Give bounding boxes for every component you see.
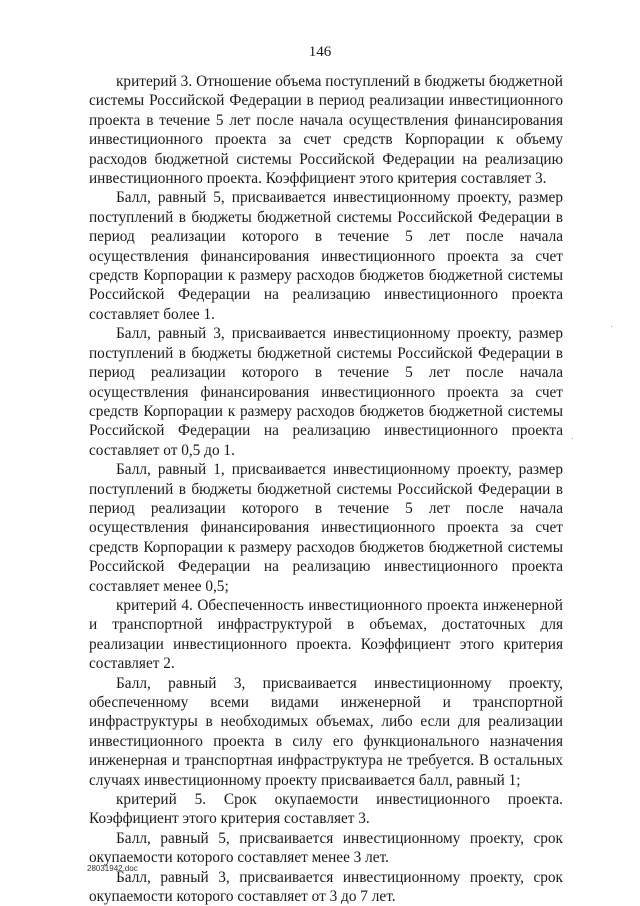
scan-speck: [572, 438, 573, 439]
paragraph-criterion-3-score-1: Балл, равный 1, присваивается инвестиционному проекту, размер поступлений в бюджеты бюджетной системы Российской Федерации в период реализации которого в течение 5 лет после начала осуществления финансирования инвестиционного проекта за счет средств Корпорации к размеру расходов бюджетов бюджетной системы Российской Федерации на реализацию инвестиционного проекта составляет менее 0,5;: [89, 461, 563, 595]
paragraph-criterion-3-score-3: Балл, равный 3, присваивается инвестиционному проекту, размер поступлений в бюджеты бюджетной системы Российской Федерации в период реализации которого в течение 5 лет после начала осуществления финансирования инвестиционного проекта за счет средств Корпорации к размеру расходов бюджетов бюджетной системы Российской Федерации на реализацию инвестиционного проекта составляет от 0,5 до 1.: [89, 325, 563, 459]
paragraph-criterion-3: критерий 3. Отношение объема поступлений в бюджеты бюджетной системы Российской Федерации в период реализации инвестиционного проекта в течение 5 лет после начала осуществления финансирования инвестиционного проекта за счет средств Корпорации к объему расходов бюджетной системы Российской Федерации на реализацию инвестиционного проекта. Коэффициент этого критерия составляет 3.: [89, 73, 563, 188]
file-name-footer: 28031942.doc: [87, 864, 138, 873]
paragraph-criterion-3-score-5: Балл, равный 5, присваивается инвестиционному проекту, размер поступлений в бюджеты бюджетной системы Российской Федерации в период реализации которого в течение 5 лет после начала осуществления финансирования инвестиционного проекта за счет средств Корпорации к размеру расходов бюджетов бюджетной системы Российской Федерации на реализацию инвестиционного проекта составляет более 1.: [89, 189, 563, 323]
page-number: 146: [308, 44, 332, 60]
scan-speck: [611, 326, 612, 327]
paragraph-criterion-4-score-3: Балл, равный 3, присваивается инвестиционному проекту, обеспеченному всеми видами инженерной и транспортной инфраструктуры в необходимых объемах, либо если для реализации инвестиционного проекта в силу его функционального назначения инженерная и транспортная инфраструктура не требуется. В остальных случаях инвестиционному проекту присваивается балл, равный 1;: [89, 674, 563, 789]
paragraph-criterion-4: критерий 4. Обеспеченность инвестиционного проекта инженерной и транспортной инфраструктурой в объемах, достаточных для реализации инвестиционного проекта. Коэффициент этого критерия составляет 2.: [89, 596, 563, 673]
paragraph-criterion-5: критерий 5. Срок окупаемости инвестиционного проекта. Коэффициент этого критерия составляет 3.: [89, 791, 563, 828]
paragraph-criterion-5-score-5: Балл, равный 5, присваивается инвестиционному проекту, срок окупаемости которого составляет менее 3 лет.: [89, 829, 563, 867]
paragraph-criterion-5-score-3: Балл, равный 3, присваивается инвестиционному проекту, срок окупаемости которого составляет от 3 до 7 лет.: [89, 868, 563, 906]
document-body: [89, 72, 563, 906]
